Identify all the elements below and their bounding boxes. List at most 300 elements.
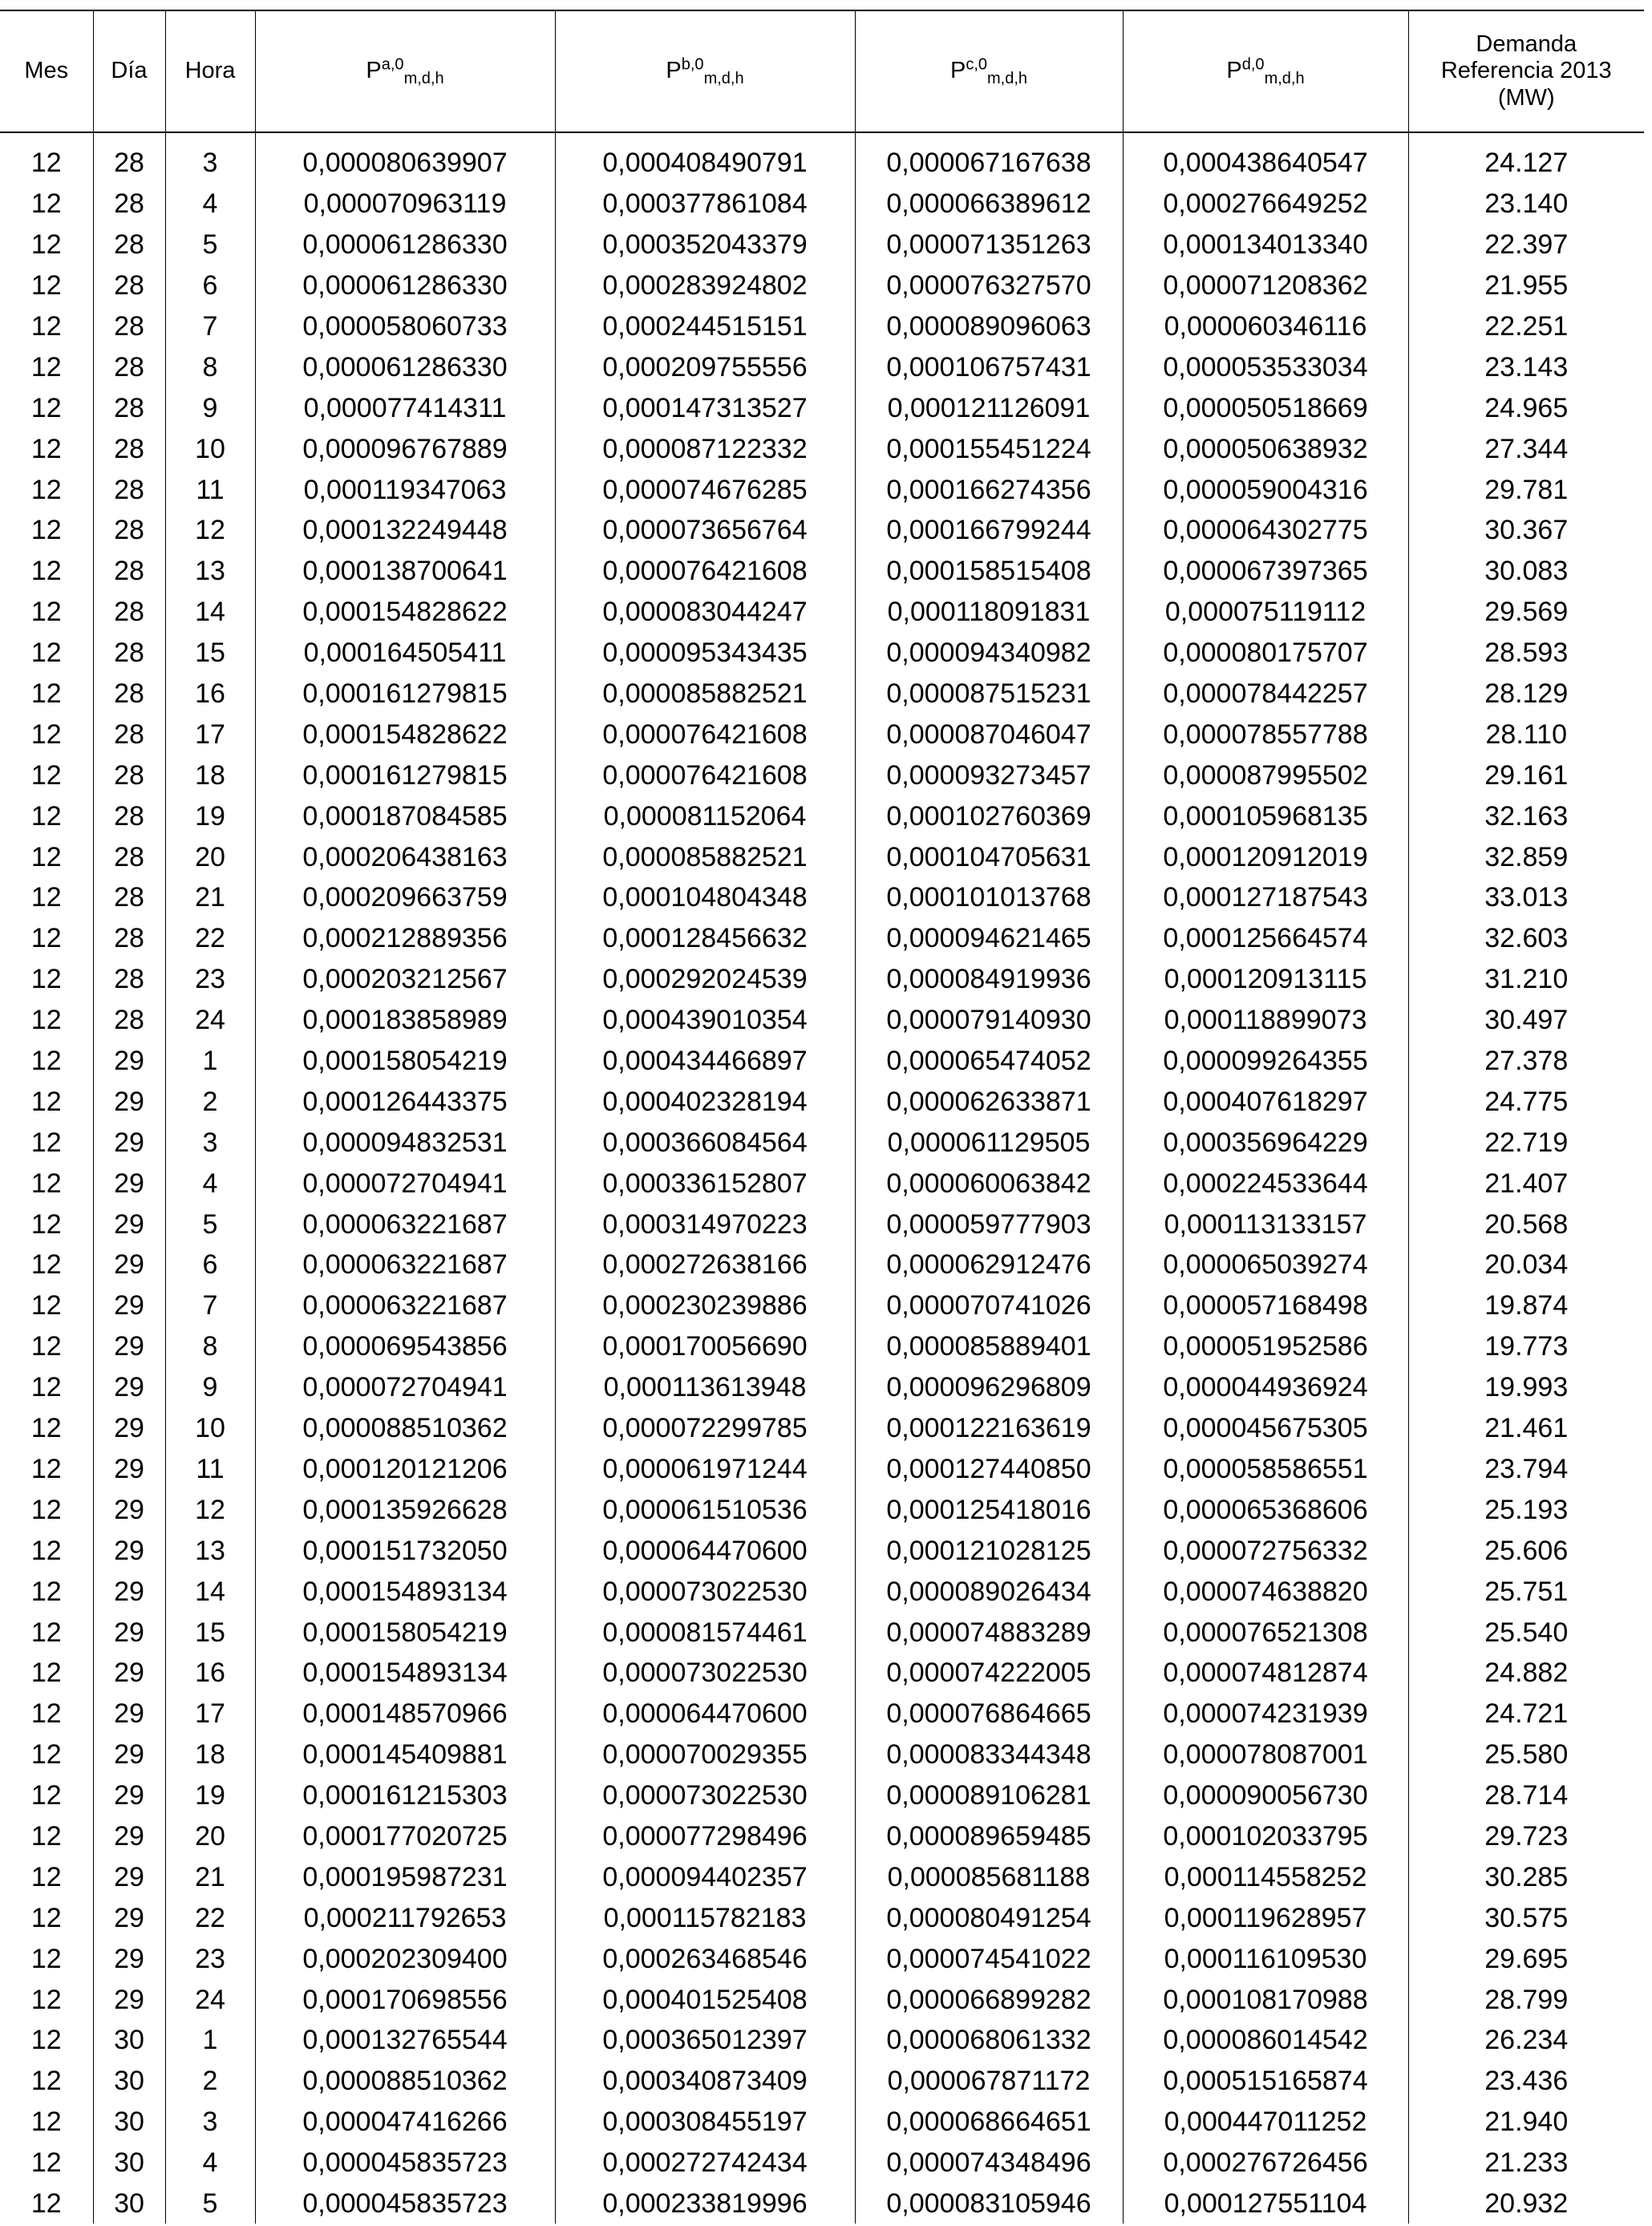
cell-dia: 29 [93,1041,165,1082]
cell-mes: 12 [30,800,62,832]
cell-pd: 0,000075119112 [1123,592,1408,633]
table-row [0,132,1644,184]
cell-dia: 28 [93,306,165,347]
table-row [0,1530,1644,1571]
cell-hora: 10 [165,428,255,469]
cell-pc: 0,000158515408 [855,551,1123,592]
cell-mes: 12 [30,1820,62,1852]
cell-dia: 29 [93,1122,165,1163]
header-pd-base: P [1226,58,1242,84]
cell-pa: 0,000151732050 [255,1530,555,1571]
cell-hora: 5 [165,1204,255,1245]
cell-pb: 0,000104804348 [555,877,855,918]
cell-mes: 12 [30,148,62,179]
header-pb-base: P [666,58,682,84]
cell-pc: 0,000166799244 [855,510,1123,551]
cell-pd: 0,000057168498 [1123,1285,1408,1326]
cell-demanda: 22.719 [1408,1122,1644,1163]
cell-mes: 12 [30,1739,62,1771]
cell-demanda: 28.714 [1408,1775,1644,1816]
cell-dia: 28 [93,674,165,714]
cell-pa: 0,000212889356 [255,918,555,959]
cell-hora: 10 [165,1408,255,1449]
cell-demanda: 31.210 [1408,959,1644,1000]
cell-pb: 0,000308455197 [555,2102,855,2143]
cell-pd: 0,000515165874 [1123,2061,1408,2102]
cell-pb: 0,000113613948 [555,1367,855,1408]
cell-mes: 12 [30,474,62,505]
cell-pd: 0,000060346116 [1123,306,1408,347]
table-row [0,1326,1644,1367]
cell-pc: 0,000121028125 [855,1530,1123,1571]
cell-pc: 0,000062912476 [855,1245,1123,1285]
cell-pa: 0,000145409881 [255,1734,555,1775]
cell-mes: 12 [30,1861,62,1892]
cell-hora: 9 [165,1367,255,1408]
cell-pd: 0,000065039274 [1123,1245,1408,1285]
table-row [0,1775,1644,1816]
cell-demanda: 23.794 [1408,1449,1644,1490]
cell-demanda: 29.569 [1408,592,1644,633]
cell-pc: 0,000166274356 [855,469,1123,510]
table-row [0,428,1644,469]
cell-dia: 29 [93,1449,165,1490]
table-row [0,2061,1644,2102]
header-demanda-line2: Referencia 2013 [1440,58,1612,84]
cell-demanda: 26.234 [1408,2020,1644,2061]
cell-pb: 0,000064470600 [555,1530,855,1571]
cell-pc: 0,000083344348 [855,1734,1123,1775]
cell-pa: 0,000094832531 [255,1122,555,1163]
cell-dia: 29 [93,1938,165,1979]
cell-pc: 0,000060063842 [855,1163,1123,1204]
cell-pa: 0,000187084585 [255,795,555,836]
cell-pc: 0,000127440850 [855,1449,1123,1490]
cell-mes: 12 [30,1413,62,1444]
cell-pa: 0,000061286330 [255,225,555,265]
cell-demanda: 30.497 [1408,1000,1644,1041]
cell-dia: 28 [93,265,165,306]
cell-mes: 12 [30,637,62,669]
cell-pd: 0,000105968135 [1123,795,1408,836]
table-row [0,1856,1644,1897]
cell-pc: 0,000101013768 [855,877,1123,918]
cell-dia: 29 [93,1326,165,1367]
cell-pc: 0,000087515231 [855,674,1123,714]
cell-dia: 28 [93,918,165,959]
cell-mes: 12 [30,311,62,342]
cell-hora: 15 [165,1612,255,1653]
cell-demanda: 22.397 [1408,225,1644,265]
cell-demanda: 24.127 [1408,132,1644,184]
cell-dia: 29 [93,1734,165,1775]
cell-dia: 29 [93,1081,165,1122]
cell-pb: 0,000233819996 [555,2184,855,2224]
cell-hora: 4 [165,2143,255,2184]
cell-pc: 0,000062633871 [855,1081,1123,1122]
cell-demanda: 32.603 [1408,918,1644,959]
cell-pd: 0,000050638932 [1123,428,1408,469]
cell-mes: 12 [30,188,62,220]
cell-pd: 0,000118899073 [1123,1000,1408,1041]
table-row [0,1897,1644,1938]
cell-hora: 13 [165,551,255,592]
cell-pc: 0,000089026434 [855,1571,1123,1612]
cell-pd: 0,000407618297 [1123,1081,1408,1122]
cell-demanda: 19.773 [1408,1326,1644,1367]
cell-demanda: 27.378 [1408,1041,1644,1082]
cell-demanda: 30.285 [1408,1856,1644,1897]
cell-pc: 0,000094621465 [855,918,1123,959]
cell-pb: 0,000073022530 [555,1571,855,1612]
cell-dia: 30 [93,2061,165,2102]
cell-demanda: 24.775 [1408,1081,1644,1122]
cell-dia: 28 [93,551,165,592]
cell-pb: 0,000244515151 [555,306,855,347]
cell-demanda: 28.129 [1408,674,1644,714]
cell-pd: 0,000114558252 [1123,1856,1408,1897]
cell-pd: 0,000438640547 [1123,132,1408,184]
cell-hora: 20 [165,1816,255,1857]
cell-pb: 0,000434466897 [555,1041,855,1082]
table-row [0,2143,1644,2184]
cell-mes: 12 [30,2188,62,2219]
cell-pb: 0,000083044247 [555,592,855,633]
cell-demanda: 25.540 [1408,1612,1644,1653]
cell-pd: 0,000045675305 [1123,1408,1408,1449]
table-row [0,1041,1644,1082]
header-mes: Mes [0,10,93,132]
cell-hora: 8 [165,346,255,387]
cell-mes: 12 [30,718,62,750]
cell-pa: 0,000183858989 [255,1000,555,1041]
cell-pd: 0,000059004316 [1123,469,1408,510]
cell-dia: 29 [93,1163,165,1204]
cell-pa: 0,000154828622 [255,592,555,633]
cell-pa: 0,000096767889 [255,428,555,469]
cell-pa: 0,000158054219 [255,1612,555,1653]
cell-pb: 0,000072299785 [555,1408,855,1449]
table-row [0,755,1644,795]
cell-pd: 0,000065368606 [1123,1489,1408,1530]
cell-pa: 0,000154893134 [255,1571,555,1612]
table-row [0,714,1644,755]
cell-demanda: 29.161 [1408,755,1644,795]
cell-dia: 29 [93,1653,165,1694]
cell-pd: 0,000074812874 [1123,1653,1408,1694]
table-row [0,1081,1644,1122]
cell-hora: 12 [165,510,255,551]
cell-pd: 0,000076521308 [1123,1612,1408,1653]
cell-mes: 12 [30,678,62,710]
table-row [0,1938,1644,1979]
cell-demanda: 25.193 [1408,1489,1644,1530]
cell-mes: 12 [30,1902,62,1933]
cell-hora: 19 [165,1775,255,1816]
cell-pc: 0,000118091831 [855,592,1123,633]
cell-mes: 12 [30,1127,62,1158]
table-body [0,132,1644,2224]
cell-mes: 12 [30,1780,62,1811]
cell-dia: 29 [93,1979,165,2020]
cell-pd: 0,000447011252 [1123,2102,1408,2143]
cell-pd: 0,000127187543 [1123,877,1408,918]
cell-dia: 29 [93,1612,165,1653]
cell-pb: 0,000095343435 [555,633,855,674]
cell-pc: 0,000084919936 [855,959,1123,1000]
cell-demanda: 20.932 [1408,2184,1644,2224]
cell-pd: 0,000087995502 [1123,755,1408,795]
cell-pc: 0,000083105946 [855,2184,1123,2224]
cell-demanda: 25.580 [1408,1734,1644,1775]
data-table [0,10,1644,2224]
cell-mes: 12 [30,1249,62,1281]
cell-pa: 0,000061286330 [255,265,555,306]
header-dia: Día [93,10,165,132]
cell-pa: 0,000202309400 [255,1938,555,1979]
cell-mes: 12 [30,556,62,587]
cell-hora: 9 [165,387,255,428]
table-row [0,1245,1644,1285]
cell-pd: 0,000113133157 [1123,1204,1408,1245]
cell-hora: 17 [165,1694,255,1734]
cell-dia: 28 [93,714,165,755]
cell-dia: 30 [93,2184,165,2224]
cell-dia: 29 [93,1571,165,1612]
cell-pc: 0,000071351263 [855,225,1123,265]
cell-pc: 0,000068061332 [855,2020,1123,2061]
cell-pa: 0,000170698556 [255,1979,555,2020]
cell-mes: 12 [30,2147,62,2179]
cell-dia: 30 [93,2020,165,2061]
cell-pd: 0,000224533644 [1123,1163,1408,1204]
cell-pa: 0,000195987231 [255,1856,555,1897]
cell-demanda: 30.575 [1408,1897,1644,1938]
cell-demanda: 23.140 [1408,184,1644,225]
cell-pd: 0,000102033795 [1123,1816,1408,1857]
cell-pb: 0,000076421608 [555,714,855,755]
cell-pd: 0,000078557788 [1123,714,1408,755]
header-pa [255,10,555,132]
header-pd [1123,10,1408,132]
cell-hora: 21 [165,1856,255,1897]
cell-pa: 0,000070963119 [255,184,555,225]
cell-mes: 12 [30,1494,62,1525]
cell-pd: 0,000053533034 [1123,346,1408,387]
cell-mes: 12 [30,1453,62,1484]
cell-pc: 0,000102760369 [855,795,1123,836]
cell-pd: 0,000276649252 [1123,184,1408,225]
cell-hora: 7 [165,306,255,347]
cell-pa: 0,000080639907 [255,132,555,184]
table-row [0,1449,1644,1490]
cell-pa: 0,000045835723 [255,2184,555,2224]
table-row [0,1734,1644,1775]
cell-pc: 0,000106757431 [855,346,1123,387]
cell-pc: 0,000068664651 [855,2102,1123,2143]
cell-dia: 29 [93,1204,165,1245]
table-row [0,346,1644,387]
cell-pa: 0,000206438163 [255,836,555,877]
table-row [0,674,1644,714]
table-row [0,510,1644,551]
cell-mes: 12 [30,2107,62,2138]
cell-demanda: 21.461 [1408,1408,1644,1449]
cell-pb: 0,000076421608 [555,755,855,795]
cell-demanda: 23.143 [1408,346,1644,387]
cell-pb: 0,000340873409 [555,2061,855,2102]
cell-pd: 0,000090056730 [1123,1775,1408,1816]
table-row [0,225,1644,265]
cell-pc: 0,000121126091 [855,387,1123,428]
cell-mes: 12 [30,1372,62,1403]
cell-pa: 0,000126443375 [255,1081,555,1122]
cell-pc: 0,000061129505 [855,1122,1123,1163]
table-row [0,1163,1644,1204]
cell-pb: 0,000077298496 [555,1816,855,1857]
cell-pb: 0,000087122332 [555,428,855,469]
cell-hora: 23 [165,1938,255,1979]
cell-pa: 0,000058060733 [255,306,555,347]
table-row [0,469,1644,510]
cell-pb: 0,000094402357 [555,1856,855,1897]
header-pc-base: P [949,58,966,84]
cell-pb: 0,000064470600 [555,1694,855,1734]
cell-hora: 22 [165,918,255,959]
cell-mes: 12 [30,1086,62,1117]
cell-pb: 0,000073656764 [555,510,855,551]
cell-pb: 0,000115782183 [555,1897,855,1938]
cell-dia: 28 [93,633,165,674]
cell-mes: 12 [30,1617,62,1648]
header-pc-sup: c,0 [966,55,987,74]
cell-pd: 0,000072756332 [1123,1530,1408,1571]
cell-hora: 24 [165,1000,255,1041]
cell-demanda: 25.751 [1408,1571,1644,1612]
cell-hora: 1 [165,1041,255,1082]
cell-mes: 12 [30,841,62,872]
cell-pb: 0,000081152064 [555,795,855,836]
cell-dia: 28 [93,132,165,184]
cell-pd: 0,000074231939 [1123,1694,1408,1734]
table-row [0,1000,1644,1041]
cell-pc: 0,000096296809 [855,1367,1123,1408]
cell-pb: 0,000073022530 [555,1653,855,1694]
header-demanda-line3: (MW) [1497,84,1555,111]
cell-dia: 28 [93,755,165,795]
header-demanda [1408,10,1644,132]
cell-pb: 0,000377861084 [555,184,855,225]
cell-mes: 12 [30,2025,62,2056]
cell-dia: 29 [93,1856,165,1897]
cell-demanda: 21.233 [1408,2143,1644,2184]
cell-pc: 0,000074541022 [855,1938,1123,1979]
cell-pd: 0,000064302775 [1123,510,1408,551]
cell-dia: 28 [93,592,165,633]
cell-pb: 0,000336152807 [555,1163,855,1204]
header-pc-sub: m,d,h [987,70,1028,88]
cell-pd: 0,000276726456 [1123,2143,1408,2184]
cell-demanda: 29.723 [1408,1816,1644,1857]
cell-pa: 0,000154828622 [255,714,555,755]
cell-hora: 4 [165,184,255,225]
cell-demanda: 29.781 [1408,469,1644,510]
cell-pd: 0,000134013340 [1123,225,1408,265]
table-row [0,551,1644,592]
cell-pc: 0,000066899282 [855,1979,1123,2020]
cell-demanda: 25.606 [1408,1530,1644,1571]
cell-pb: 0,000061510536 [555,1489,855,1530]
cell-hora: 2 [165,2061,255,2102]
cell-pb: 0,000076421608 [555,551,855,592]
cell-pd: 0,000067397365 [1123,551,1408,592]
cell-hora: 4 [165,1163,255,1204]
header-pa-base: P [366,58,382,84]
cell-pc: 0,000125418016 [855,1489,1123,1530]
cell-pb: 0,000402328194 [555,1081,855,1122]
header-pa-sup: a,0 [381,55,404,74]
cell-pb: 0,000272638166 [555,1245,855,1285]
cell-hora: 5 [165,2184,255,2224]
cell-pa: 0,000148570966 [255,1694,555,1734]
cell-demanda: 29.695 [1408,1938,1644,1979]
table-row [0,1204,1644,1245]
cell-demanda: 24.965 [1408,387,1644,428]
cell-pa: 0,000203212567 [255,959,555,1000]
cell-pa: 0,000138700641 [255,551,555,592]
table-row [0,265,1644,306]
cell-hora: 3 [165,1122,255,1163]
cell-pa: 0,000088510362 [255,1408,555,1449]
cell-demanda: 27.344 [1408,428,1644,469]
table-row [0,2102,1644,2143]
cell-mes: 12 [30,597,62,628]
cell-pb: 0,000230239886 [555,1285,855,1326]
cell-dia: 28 [93,510,165,551]
cell-demanda: 24.882 [1408,1653,1644,1694]
cell-pa: 0,000063221687 [255,1245,555,1285]
cell-pd: 0,000051952586 [1123,1326,1408,1367]
table-row [0,918,1644,959]
cell-pa: 0,000161279815 [255,674,555,714]
cell-pd: 0,000071208362 [1123,265,1408,306]
cell-pa: 0,000164505411 [255,633,555,674]
cell-pa: 0,000209663759 [255,877,555,918]
cell-pc: 0,000074348496 [855,2143,1123,2184]
table-row [0,836,1644,877]
cell-demanda: 28.593 [1408,633,1644,674]
table-row [0,1979,1644,2020]
table-row [0,1653,1644,1694]
cell-dia: 28 [93,225,165,265]
cell-demanda: 19.874 [1408,1285,1644,1326]
cell-pb: 0,000272742434 [555,2143,855,2184]
cell-pc: 0,000089106281 [855,1775,1123,1816]
cell-pc: 0,000104705631 [855,836,1123,877]
cell-mes: 12 [30,1576,62,1607]
cell-hora: 6 [165,265,255,306]
cell-pd: 0,000086014542 [1123,2020,1408,2061]
cell-pb: 0,000085882521 [555,836,855,877]
cell-pb: 0,000085882521 [555,674,855,714]
cell-dia: 29 [93,1694,165,1734]
cell-pa: 0,000047416266 [255,2102,555,2143]
cell-pb: 0,000170056690 [555,1326,855,1367]
table-row [0,1489,1644,1530]
cell-pd: 0,000119628957 [1123,1897,1408,1938]
header-hora: Hora [165,10,255,132]
cell-hora: 21 [165,877,255,918]
